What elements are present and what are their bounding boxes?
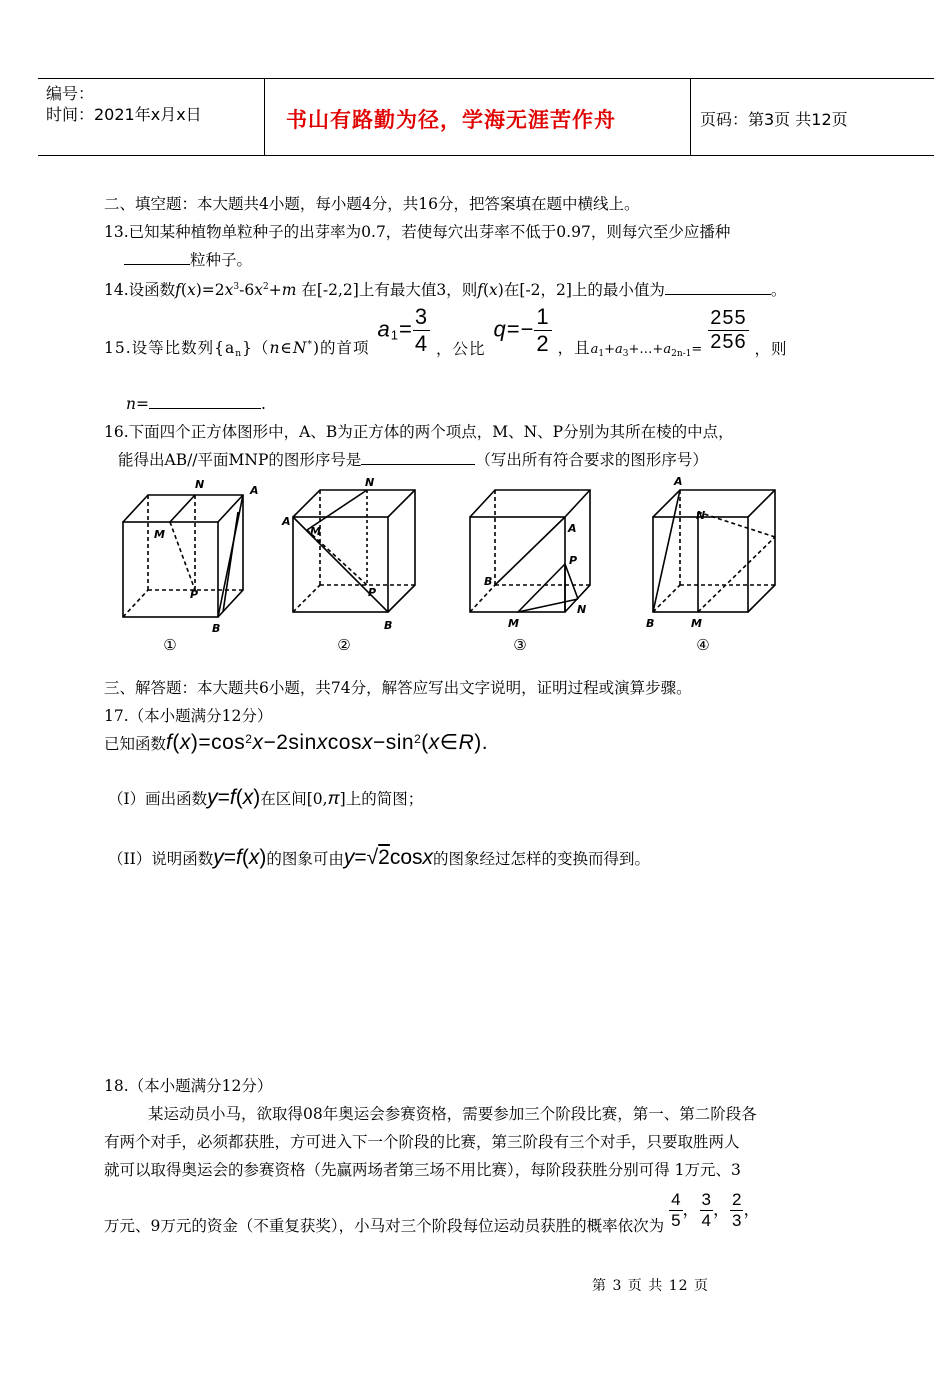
section3-title: 三、解答题：本大题共6小题，共74分，解答应写出文字说明，证明过程或演算步骤。 bbox=[104, 679, 692, 697]
svg-text:B: B bbox=[212, 622, 221, 635]
q18-line2: 有两个对手，必须都获胜，方可进入下一个阶段的比赛，第三阶段有三个对手，只要取胜两人 bbox=[104, 1133, 740, 1151]
svg-text:P: P bbox=[368, 586, 377, 599]
q17-title: 17.（本小题满分12分） bbox=[104, 707, 273, 725]
svg-text:N: N bbox=[696, 509, 706, 522]
motto: 书山有路勤为径，学海无涯苦作舟 bbox=[286, 107, 616, 132]
svg-text:N: N bbox=[365, 476, 375, 489]
svg-text:M: M bbox=[310, 525, 321, 538]
figure-label-1: ① bbox=[163, 636, 177, 654]
figure-label-4: ④ bbox=[696, 636, 710, 654]
q14: 14.设函数$f(x)=2x^3-6x^2+m$ 在[-2,2]上有最大值3，则f(x)在[-2，2]上的最小值为 。 bbox=[104, 281, 787, 299]
svg-text:A: A bbox=[250, 484, 259, 497]
svg-text:N: N bbox=[195, 478, 205, 491]
q15-answer: n= . bbox=[126, 395, 266, 413]
svg-text:A: A bbox=[568, 522, 577, 535]
section2-title: 二、填空题：本大题共4小题，每小题4分，共16分，把答案填在题中横线上。 bbox=[104, 195, 640, 213]
svg-text:A: A bbox=[674, 475, 683, 488]
q17-part1: （I）画出函数y=f(x)在区间[0,π]上的简图； bbox=[108, 786, 424, 809]
footer-page: 第 3 页 共 12 页 bbox=[592, 1278, 709, 1294]
svg-text:A: A bbox=[282, 515, 291, 528]
figure-label-3: ③ bbox=[513, 636, 527, 654]
q18-line1: 某运动员小马，欲取得08年奥运会参赛资格，需要参加三个阶段比赛，第一、第二阶段各 bbox=[148, 1105, 757, 1123]
svg-text:M: M bbox=[691, 617, 702, 630]
svg-text:B: B bbox=[384, 619, 393, 632]
svg-text:N: N bbox=[577, 603, 587, 616]
q16-line2: 能得出AB//平面MNP的图形序号是 （写出所有符合要求的图形序号） bbox=[118, 451, 708, 469]
svg-text:P: P bbox=[190, 588, 199, 601]
cube-figure-4 bbox=[653, 490, 775, 612]
figure-label-2: ② bbox=[337, 636, 351, 654]
header-divider bbox=[690, 78, 691, 155]
q18-line4: 万元、9万元的资金（不重复获奖），小马对三个阶段每位运动员获胜的概率依次为 $\frac{4}{5}$ ， $\frac{3}{4}$ ， $\frac{2}{3}$ ， bbox=[104, 1189, 761, 1235]
header-divider bbox=[264, 78, 265, 155]
q18-line3: 就可以取得奥运会的参赛资格（先赢两场者第三场不用比赛），每阶段获胜分别可得 1万元、3 bbox=[104, 1161, 741, 1179]
cube-figures bbox=[100, 472, 800, 662]
q16-line1: 16.下面四个正方体图形中，A、B为正方体的两个项点，M、N、P分别为其所在棱的中点， bbox=[104, 423, 734, 441]
cube-figure-2 bbox=[293, 490, 415, 612]
svg-text:M: M bbox=[508, 617, 519, 630]
q17-part2: （II）说明函数y=f(x)的图象可由y=√2cosx的图象经过怎样的变换而得到。 bbox=[108, 846, 651, 869]
q13-line2: 粒种子。 bbox=[124, 248, 252, 270]
q13-line1: 13.已知某种植物单粒种子的出芽率为0.7，若使每穴出芽率不低于0.97，则每穴至少应播种 bbox=[104, 223, 731, 241]
time-label: 时间：2021年x月x日 bbox=[46, 105, 202, 124]
q15: 15.设等比数列$\{a_n\}(n\in N^*)$的首项 $a_1=$ $\frac{3}{4}$ ，公比 q=− $\frac{1}{2}$ ，且$a_1+a_3+\dots+a_{2n-1}=$ $\frac{255}{256}$ ，则 bbox=[104, 304, 788, 359]
svg-text:P: P bbox=[569, 554, 578, 567]
q18-title: 18.（本小题满分12分） bbox=[104, 1077, 273, 1095]
page-info: 页码：第3页 共12页 bbox=[700, 110, 848, 129]
code-label: 编号： bbox=[46, 84, 95, 103]
q17-intro: 已知函数$f(x)=\cos^2x-2sinxcosx-\sin^2(x\in R)$. bbox=[104, 731, 489, 754]
svg-text:B: B bbox=[646, 617, 655, 630]
cube-figure-3 bbox=[470, 490, 590, 612]
cube-figure-1 bbox=[123, 495, 243, 617]
svg-text:M: M bbox=[154, 528, 165, 541]
svg-text:B: B bbox=[484, 575, 493, 588]
